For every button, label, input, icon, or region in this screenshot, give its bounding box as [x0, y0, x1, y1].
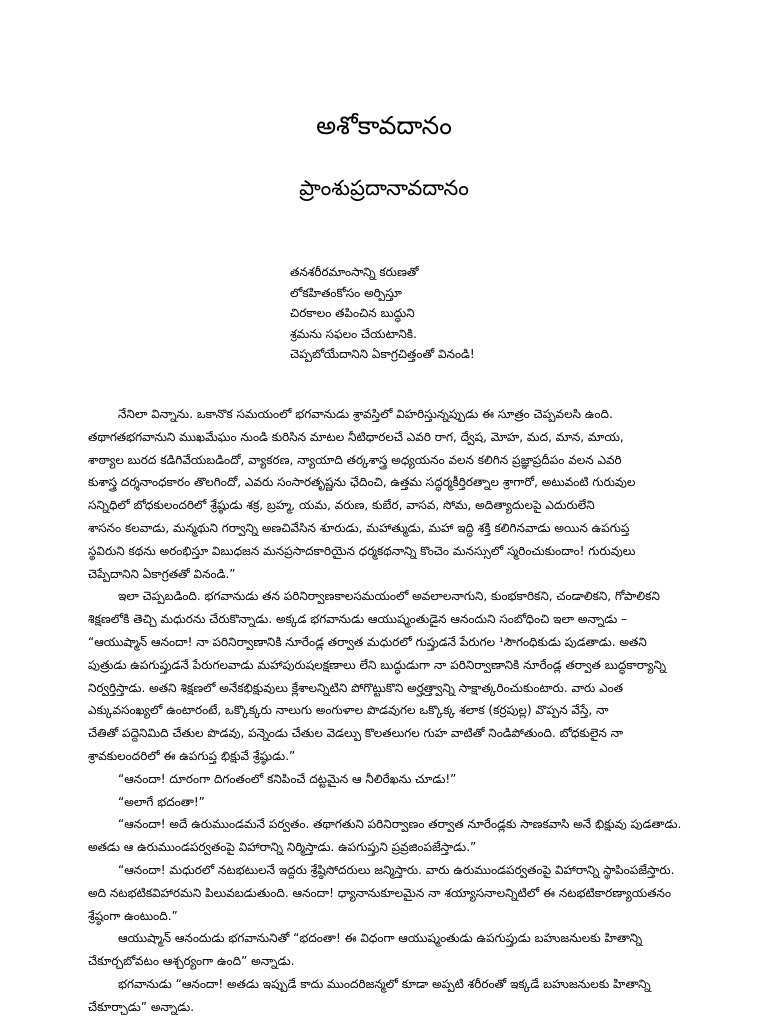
body-line: భగవానుడు “ఆనందా! అతడు ఇప్పుడే కాదు ముందరిజన్మలో కూడా అప్పటి శరీరంతో ఇక్కడే బహుజనులకు హితాన్ని [118, 976, 651, 991]
verse-line: లోకహితంకోసం అర్పిస్తూ [290, 285, 402, 300]
body-line: సన్నిధిలో బోధకులందరిలో శ్రేష్ఠుడు శక్ర, బ్రహ్మ, యమ, వరుణ, కుబేర, వాసవ, సోమ, అదిత్యాదులపై ఎదురులేని [88, 498, 595, 513]
verse-line: తనశరీరమాంసాన్ని కరుణతో [290, 265, 419, 279]
body-line: “ఆనందా! అదే ఉరుముండమనే పర్వతం. తథాగతుని పరినిర్వాణం తర్వాత నూరేండ్లకు సాణకవాసి అనే భిక్షువు పుడతాడు. [118, 817, 682, 832]
verse-line: చెప్పబోయేదానిని ఏకాగ్రచిత్తంతో వినండి! [290, 347, 475, 361]
body-line: నిర్వర్తిస్తాడు. అతని శిక్షణలో అనేకభిక్షువులు క్లేశాలన్నిటిని పోగొట్టుకొని అర్హత్త్వాన్ని సాక్షాత్కరించుకుంటారు. వారు ఎంత [88, 680, 624, 695]
body-line: “ఆనందా! మధురలో నటభటులనే ఇద్దరు శ్రేష్ఠిసోదరులు జన్మిస్తారు. వారు ఉరుముండపర్వతంపై విహారాన్ని స్థాపింపజేస్తారు. [118, 862, 675, 877]
opening-verse [290, 262, 710, 365]
body-line: చేతితో పద్దెనిమిది చేతుల పొడవు, పన్నెండు చేతుల వెడల్పు కొలతలుగల గుహ వాటితో నిండిపోతుంది. బోధకులైన నా [88, 726, 624, 741]
body-line: అతడు ఆ ఉరుముండపర్వతంపై విహారాన్ని నిర్మిస్తాడు. ఉపగుప్తుని ప్రవ్రజింపజేస్తాడు.” [88, 840, 477, 855]
body-line: శిక్షణలోకి తెచ్చి మధురను చేరుకొన్నాడు. అక్కడ భగవానుడు ఆయుష్మంతుడైన ఆనందుని సంబోధించి ఇలా అన్నాడు – [88, 612, 628, 627]
body-line: చెప్పేదానిని ఏకాగ్రతతో వినండి.” [88, 566, 236, 581]
body-line: స్థవిరుని కథను అరంభిస్తూ విబుధజన మనప్రసాదకారియైన ధర్మకథనాన్ని కొంచెం మనస్సులో స్మరించుకుందాం! గురువులు [88, 543, 636, 558]
document-subtitle: ప్రాంశుప్రదానావదానం [299, 176, 469, 200]
body-line: శాసనం కలవాడు, మన్మథుని గర్వాన్ని అణచివేసిన శూరుడు, మహాత్ముడు, మహా ఇద్ధి శక్తి కలిగినవాడు అయిన ఉపగుప్త [88, 520, 630, 535]
body-line: “ఆనందా! దూరంగా దిగంతంలో కనిపించే దట్టమైన ఆ నీలిరేఖను చూడు!” [118, 771, 457, 786]
verse-line: శ్రమను సఫలం చేయటానికి. [290, 326, 417, 341]
body-line: కుశాస్త్ర దర్శనాంధకారం తొలగిందో, ఎవరు సంసారతృష్ణను ఛేదించి, ఉత్తమ సద్ధర్మకీర్తిరత్నాల శ్రాగారో, అటువంటి గురువుల [88, 475, 636, 490]
document-title: అశోకావదానం [316, 111, 452, 140]
body-line: నేనిలా విన్నాను. ఒకానొక సమయంలో భగవానుడు శ్రావస్తిలో విహరిస్తున్నప్పుడు ఈ సూత్రం చెప్పవలసి ఉంది. [118, 407, 613, 421]
body-line: తథాగతభగవానుని ముఖమేఘం నుండి కురిసిన మాటల నీటిధారలచే ఎవరి రాగ, ద్వేష, మోహ, మద, మాన, మాయ, [88, 429, 624, 444]
body-line: శాఠ్యాల బురద కడిగివేయబడిందో, వ్యాకరణ, న్యాయాది తర్కశాస్త్ర అధ్యయనం వలన కలిగిన ప్రజ్ఞాప్రదీపం వలన ఎవరి [88, 452, 622, 467]
body-line: శ్రావకులందరిలో ఈ ఉపగుప్త భిక్షువే శ్రేష్ఠుడు.” [88, 748, 296, 763]
body-line: ఆయుష్మాన్ ఆనందుడు భగవానునితో “భదంతా! ఈ విధంగా ఆయుష్మంతుడు ఉపగుప్తుడు బహుజనులకు హితాన్ని [118, 931, 643, 946]
body-line: “ఆయుష్మాన్ ఆనందా! నా పరినిర్వాణానికి నూరేండ్ల తర్వాత మధురలో గుప్తుడనే పేరుగల ¹సౌగంధికుడు పుడతాడు. అతని [88, 634, 647, 649]
verse-line: చిరకాలం తపించిన బుద్ధుని [290, 306, 415, 320]
body-line: శ్రేష్ఠంగా ఉంటుంది.” [88, 908, 178, 923]
body-line: ఇలా చెప్పబడింది. భగవానుడు తన పరినిర్వాణకాలసమయంలో అవలాలనాగుని, కుంభకారికని, చండాలికని, గోపాలికని [118, 589, 660, 604]
body-line: “అలాగే భదంతా!” [118, 794, 205, 809]
body-line: పుత్రుడు ఉపగుప్తుడనే పేరుగలవాడు మహాపురుషలక్షణాలు లేని బుద్ధుడుగా నా పరినిర్వాణానికి నూరేండ్ల తర్వాత బుద్ధకార్యాన్ని [88, 657, 666, 672]
body-line: చేకూర్చబోవటం ఆశ్చర్యంగా ఉంది” అన్నాడు. [88, 954, 295, 969]
body-line: ఎక్కువసంఖ్యలో ఉంటారంటే, ఒక్కొక్కరు నాలుగు అంగుళాల పొడవుగల ఒక్కొక్క శలాక (కర్రపుల్ల) వొప్పన వేస్తే, నా [88, 703, 609, 718]
body-line: చేకూర్చాడు” అన్నాడు. [88, 999, 195, 1014]
body-text [88, 403, 692, 1019]
body-line: అది నటభటికవిహారమని పిలువబడుతుంది. ఆనందా! ధ్యానానుకూలమైన నా శయ్యాసనాలన్నిటిలో ఈ నటభటికారణ్యాయతనం [88, 885, 672, 900]
